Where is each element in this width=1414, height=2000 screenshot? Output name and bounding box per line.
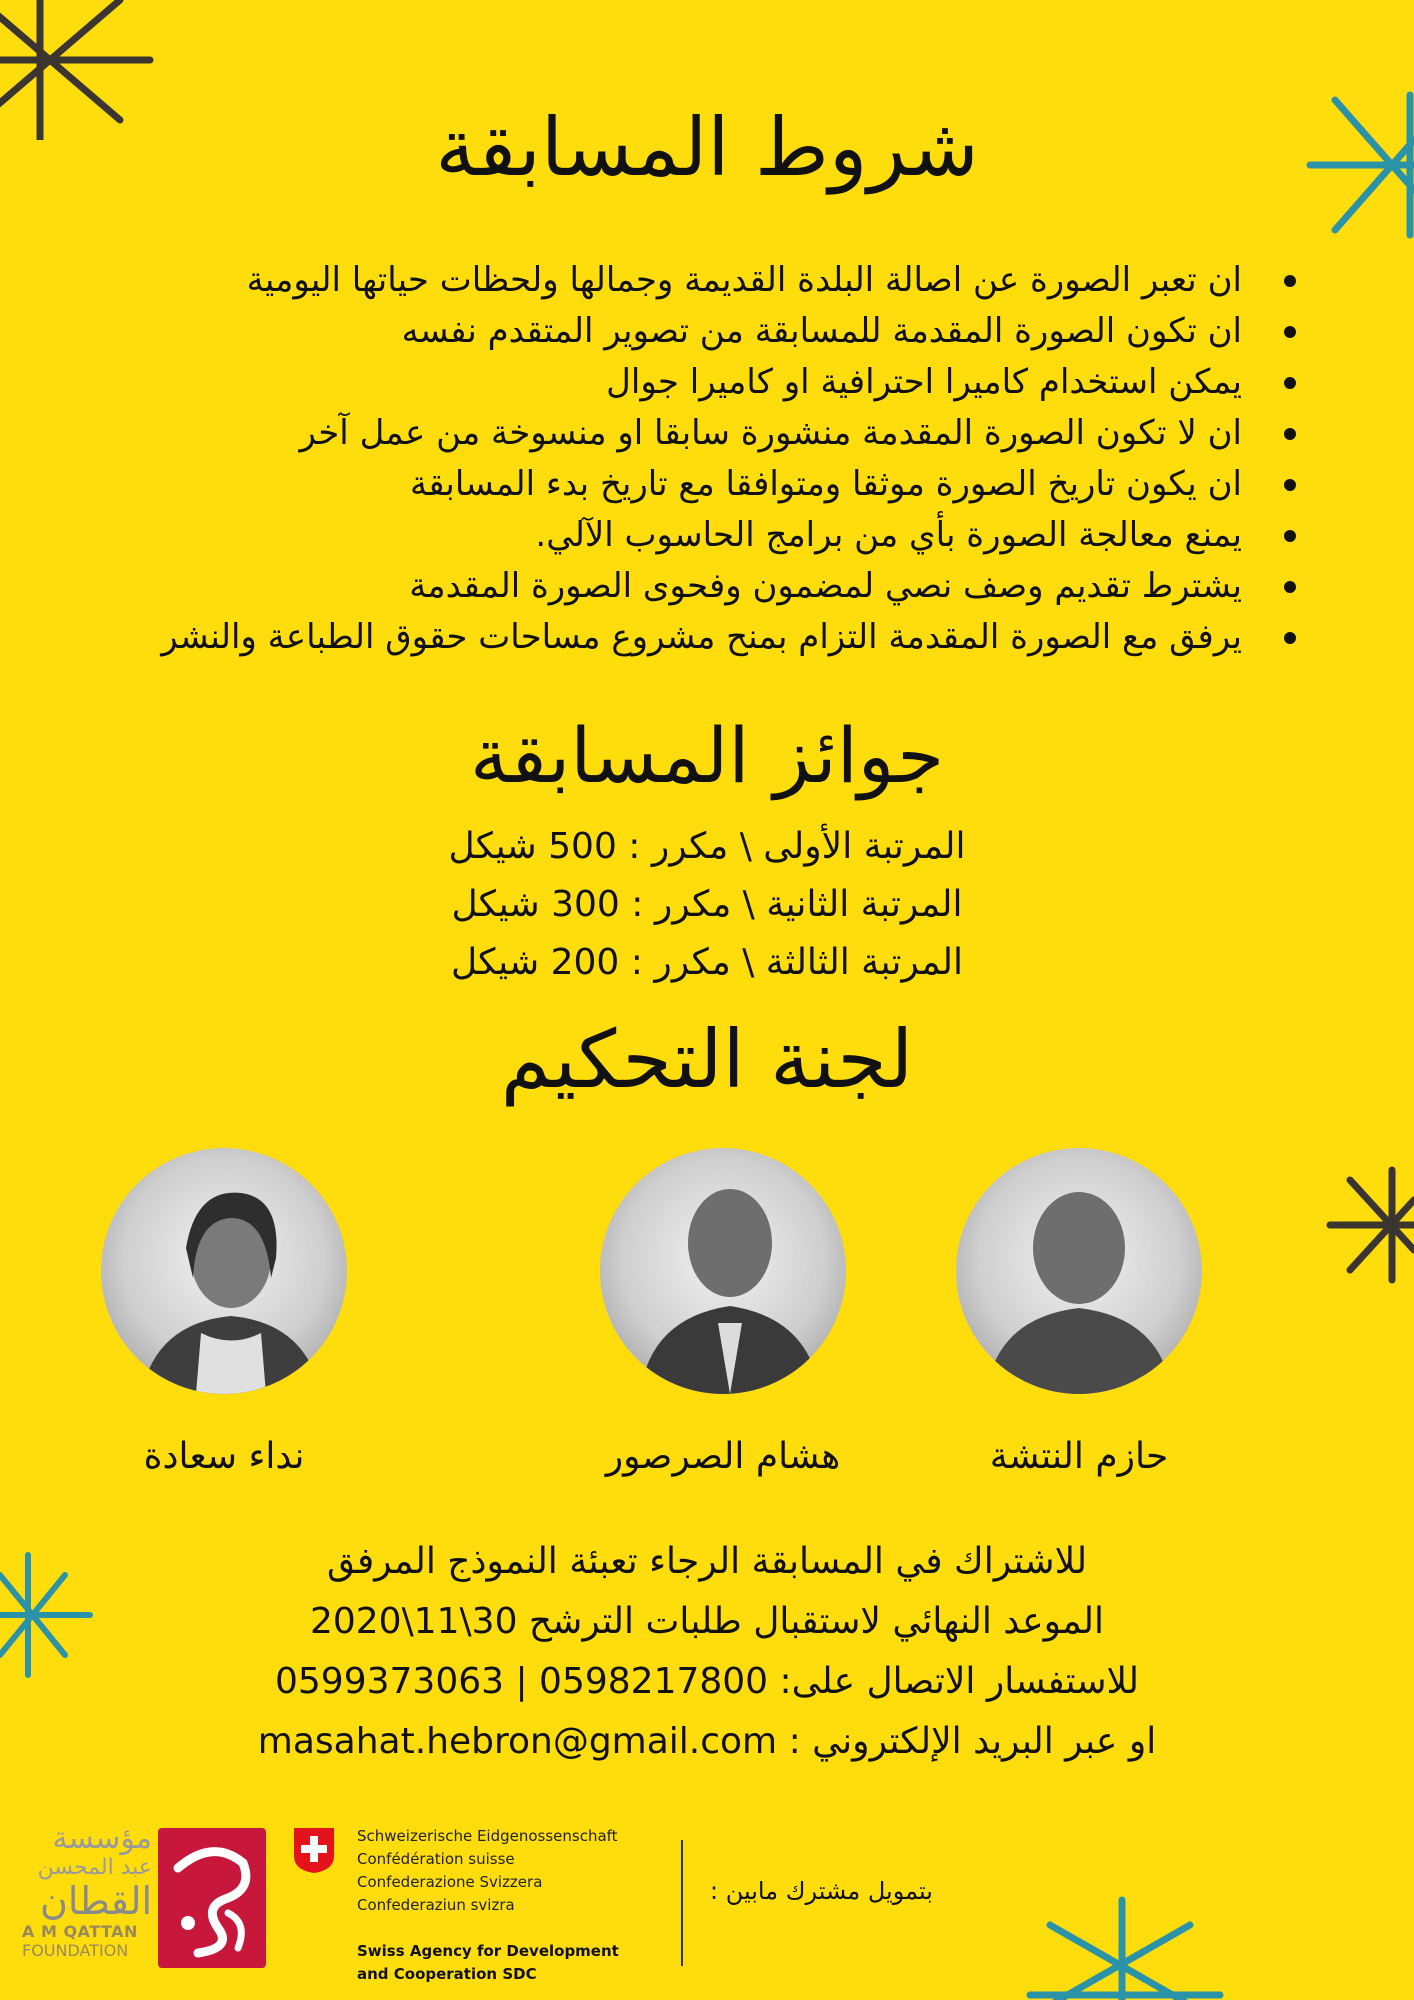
- prize-item: المرتبة الثانية \ مكرر : 300 شيكل: [451, 884, 963, 925]
- list-item: [42, 408, 1302, 459]
- rule-text: ان تكون الصورة المقدمة للمسابقة من تصوير المتقدم نفسه: [401, 311, 1242, 351]
- star-burst-icon: [1325, 1165, 1414, 1285]
- phone-line: للاستفسار الاتصال على: 0598217800 | 0599373063: [274, 1661, 1140, 1702]
- bullet-icon: [1284, 581, 1296, 593]
- qattan-en-line: A M QATTAN: [22, 1922, 138, 1941]
- rule-text: يمكن استخدام كاميرا احترافية او كاميرا جوال: [606, 362, 1242, 402]
- jury-title: لجنة التحكيم: [500, 1013, 914, 1106]
- swiss-line: Confederazione Svizzera: [357, 1873, 543, 1891]
- list-item: [42, 306, 1302, 357]
- list-item: [42, 561, 1302, 612]
- judge-name: حازم النتشة: [989, 1436, 1169, 1477]
- bullet-icon: [1284, 326, 1296, 338]
- swiss-confederation-text: [357, 1825, 618, 1917]
- swiss-line: Confederaziun svizra: [357, 1896, 515, 1914]
- judge-name: نداء سعادة: [143, 1436, 305, 1477]
- list-item: [42, 357, 1302, 408]
- swiss-line: Schweizerische Eidgenossenschaft: [357, 1827, 618, 1845]
- rule-text: يرفق مع الصورة المقدمة التزام بمنح مشروع مساحات حقوق الطباعة والنشر: [161, 617, 1242, 657]
- list-item: [42, 612, 1302, 663]
- qattan-logo-icon: [22, 1822, 152, 1960]
- judge-card: [929, 1148, 1229, 1477]
- qattan-ar-line: القطان: [39, 1879, 152, 1923]
- bullet-icon: [1284, 428, 1296, 440]
- qattan-ar-line: مؤسسة: [52, 1821, 152, 1856]
- footer-divider: [681, 1840, 683, 1966]
- bullet-icon: [1284, 275, 1296, 287]
- funding-label: بتمويل مشترك مابين :: [710, 1877, 933, 1905]
- rule-text: ان يكون تاريخ الصورة موثقا ومتوافقا مع تاريخ بدء المسابقة: [409, 464, 1242, 504]
- contact-line: للاشتراك في المسابقة الرجاء تعبئة النموذج المرفق: [326, 1541, 1088, 1582]
- judge-card: [74, 1148, 374, 1477]
- bullet-icon: [1284, 632, 1296, 644]
- deadline-line: الموعد النهائي لاستقبال طلبات الترشح 30\11\2020: [309, 1601, 1105, 1642]
- swiss-line: Confédération suisse: [357, 1850, 515, 1868]
- list-item: [42, 459, 1302, 510]
- list-item: [42, 255, 1302, 306]
- prizes-title: جوائز المسابقة: [469, 711, 945, 800]
- rules-list: [42, 255, 1302, 663]
- qattan-ar-line: عبد المحسن: [37, 1855, 152, 1880]
- bullet-icon: [1284, 479, 1296, 491]
- judge-photo-icon: [956, 1148, 1202, 1394]
- judge-photo-icon: [600, 1148, 846, 1394]
- qattan-en-line: FOUNDATION: [22, 1941, 129, 1960]
- swiss-flag-icon: [292, 1826, 336, 1874]
- sdc-line: and Cooperation SDC: [357, 1965, 537, 1983]
- rule-text: يشترط تقديم وصف نصي لمضمون وفحوى الصورة المقدمة: [409, 566, 1242, 606]
- star-burst-icon: [1020, 1895, 1230, 2000]
- sdc-line: Swiss Agency for Development: [357, 1942, 619, 1960]
- email-line: او عبر البريد الإلكتروني : masahat.hebron@gmail.com: [257, 1721, 1157, 1762]
- rules-title: شروط المسابقة: [435, 101, 979, 194]
- contact-info: [0, 1532, 1414, 1772]
- project-logo-icon: [158, 1828, 266, 1968]
- sdc-text: [357, 1940, 619, 1986]
- prizes-list: [0, 818, 1414, 992]
- rule-text: ان لا تكون الصورة المقدمة منشورة سابقا او منسوخة من عمل آخر: [299, 413, 1242, 453]
- judge-card: [573, 1148, 873, 1477]
- prize-item: المرتبة الأولى \ مكرر : 500 شيكل: [448, 826, 966, 867]
- judge-photo-icon: [101, 1148, 347, 1394]
- rule-text: يمنع معالجة الصورة بأي من برامج الحاسوب الآلي.: [535, 515, 1242, 555]
- bullet-icon: [1284, 377, 1296, 389]
- prize-item: المرتبة الثالثة \ مكرر : 200 شيكل: [451, 942, 963, 983]
- list-item: [42, 510, 1302, 561]
- rule-text: ان تعبر الصورة عن اصالة البلدة القديمة وجمالها ولحظات حياتها اليومية: [246, 260, 1242, 300]
- bullet-icon: [1284, 530, 1296, 542]
- judge-name: هشام الصرصور: [605, 1436, 841, 1477]
